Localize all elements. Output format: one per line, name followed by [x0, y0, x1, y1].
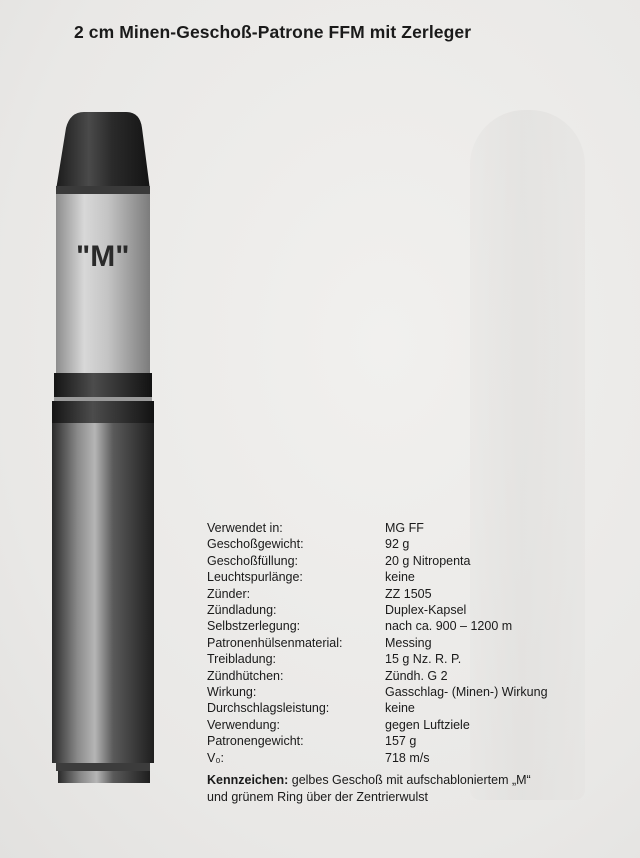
spec-row	[207, 635, 627, 651]
spec-value: Duplex-Kapsel	[385, 603, 467, 618]
spec-value: Zündh. G 2	[385, 668, 448, 683]
spec-value: 157 g	[385, 734, 417, 749]
kennzeichen-line1: gelbes Geschoß mit aufschabloniertem „M“	[288, 773, 531, 788]
spec-row	[207, 750, 627, 766]
spec-value: ZZ 1505	[385, 586, 432, 601]
projectile-tip	[56, 112, 150, 190]
spec-label: V₀:	[207, 750, 224, 765]
spec-value: keine	[385, 701, 415, 716]
spec-row	[207, 717, 627, 733]
spec-row	[207, 520, 627, 536]
spec-value: Gasschlag- (Minen-) Wirkung	[385, 685, 548, 700]
spec-label: Geschoßfüllung:	[207, 553, 299, 568]
spec-value: keine	[385, 570, 415, 585]
spec-label: Wirkung:	[207, 685, 257, 700]
spec-row	[207, 569, 627, 585]
spec-row	[207, 602, 627, 618]
spec-label: Patronengewicht:	[207, 734, 304, 749]
spec-value: MG FF	[385, 521, 424, 535]
spec-value: gegen Luftziele	[385, 717, 470, 732]
spec-label: Leuchtspurlänge:	[207, 570, 303, 585]
spec-label: Geschoßgewicht:	[207, 537, 304, 552]
spec-label: Verwendet in:	[207, 521, 283, 535]
spec-row	[207, 700, 627, 716]
spec-label: Verwendung:	[207, 717, 280, 732]
projectile-marking: "M"	[76, 240, 130, 273]
spec-label: Zündladung:	[207, 603, 277, 618]
cartridge-case	[52, 423, 154, 763]
spec-label: Zünder:	[207, 586, 251, 601]
spec-value: 718 m/s	[385, 750, 430, 765]
kennzeichen-line2: und grünem Ring über der Zentrierwulst	[207, 789, 428, 804]
spec-label: Selbstzerlegung:	[207, 619, 301, 634]
spec-row	[207, 733, 627, 749]
projectile-body	[56, 190, 150, 375]
kennzeichen-label: Kennzeichen:	[207, 773, 289, 788]
spec-row	[207, 553, 627, 569]
spec-label: Patronenhülsenmaterial:	[207, 635, 343, 650]
spec-value: 92 g	[385, 537, 410, 552]
kennzeichen-note	[207, 772, 627, 805]
spec-value: 20 g Nitropenta	[385, 553, 471, 568]
case-rim	[58, 771, 150, 783]
spec-value: 15 g Nz. R. P.	[385, 652, 462, 667]
spec-row	[207, 684, 627, 700]
spec-label: Zündhütchen:	[207, 668, 284, 683]
spec-value: nach ca. 900 – 1200 m	[385, 619, 513, 634]
spec-label: Treibladung:	[207, 652, 277, 667]
spec-row	[207, 586, 627, 602]
spec-label: Durchschlagsleistung:	[207, 701, 330, 716]
driving-band	[54, 373, 152, 397]
spec-row	[207, 668, 627, 684]
spec-value: Messing	[385, 635, 432, 650]
specification-table	[207, 520, 627, 805]
spec-row	[207, 651, 627, 667]
spec-row	[207, 536, 627, 552]
page-title: 2 cm Minen-Geschoß-Patrone FFM mit Zerleger	[74, 22, 472, 42]
spec-row	[207, 618, 627, 634]
